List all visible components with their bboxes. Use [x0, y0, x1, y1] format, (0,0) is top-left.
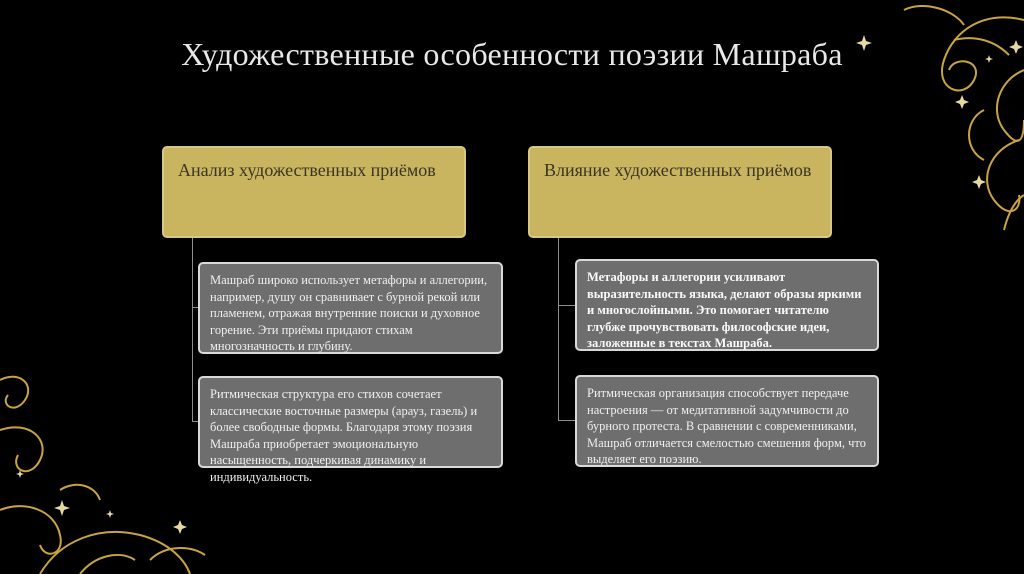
connector-branch	[558, 305, 575, 306]
note-text: Метафоры и аллегории усиливают выразительность языка, делают образы яркими и многослойными. Это помогает читателю глубже прочувствовать философские идеи, заложенные в текстах Машраба.	[587, 270, 862, 350]
connector-line	[558, 238, 559, 420]
note-text: Ритмическая структура его стихов сочетает классические восточные размеры (арауз, газель) и более свободные формы. Благодаря этому поэзия Машраба приобретает эмоциональную насыщенность, подчеркивая динамику и индивидуальность.	[210, 387, 478, 484]
connector-branch	[558, 420, 575, 421]
note-box-expressiveness	[575, 259, 879, 351]
heading-box-analysis	[162, 146, 466, 238]
note-box-mood	[575, 375, 879, 467]
slide-title: Художественные особенности поэзии Машраба	[181, 36, 843, 72]
note-box-rhythm	[198, 376, 503, 484]
connector-line	[192, 238, 193, 421]
note-box-metaphors	[198, 262, 503, 354]
flourish-ornament-bottom-left	[0, 360, 230, 574]
note-text: Машраб широко использует метафоры и аллегории, например, душу он сравнивает с бурной рекой или пламенем, отражая внутренние поиски и духовное горение. Эти приёмы придают стихам многозначность и глубину.	[210, 273, 488, 353]
heading-box-influence	[528, 146, 832, 238]
note-text: Ритмическая организация способствует передаче настроения — от медитативной задумчивости до бурного протеста. В сравнении с современниками, Машраб отличается смелостью смешения форм, что выделяет его поэзию.	[587, 386, 866, 466]
heading-label: Анализ художественных приёмов	[178, 160, 436, 180]
heading-label: Влияние художественных приёмов	[544, 160, 812, 180]
